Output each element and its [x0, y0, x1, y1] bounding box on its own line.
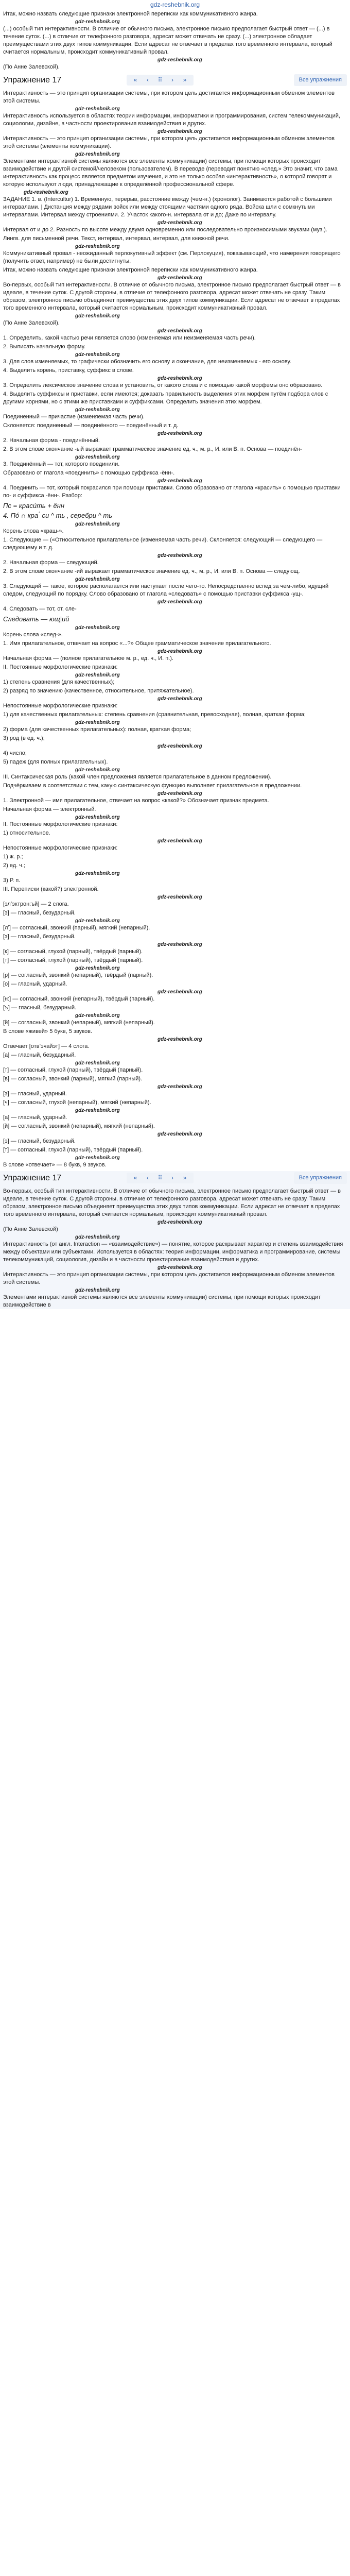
paragraph: Во-первых, особый тип интерактивности. В отличие от обычного письма, электронное письмо предполагает быстрый ответ — в идеале, в течение суток. С другой стороны, в отличие от телефонного разговора, адресат может отвечать не сразу. Таким образом, электронное письмо объединяет преимущества этих двух типов коммуникации. Если адресат не отвечает в пределах того временного интервала, который считается нормальным, происходит коммуникативный провал.	[3, 282, 341, 311]
intro-paragraph: Итак, можно назвать следующие признаки электронной переписки как коммуникативного жанра.	[3, 11, 258, 17]
watermark: gdz-reshebnik.org	[157, 220, 202, 226]
prev-icon[interactable]: ‹	[147, 1174, 149, 1181]
paragraph: 4. Поединить — тот, который покрасился при помощи приставки. Слово образовано от глагола «красить» с помощью приставки по- и суффикса -ённ-. Разбор:	[3, 485, 341, 499]
paragraph: 2) разряд по значению (качественное, относительное, притяжательное).	[3, 688, 194, 694]
phonetic-line: [э] — гласный, безударный.	[3, 910, 76, 916]
paragraph: 3) род (в ед. ч.);	[3, 735, 45, 741]
watermark: gdz-reshebnik.org	[75, 918, 120, 924]
watermark: gdz-reshebnik.org	[75, 871, 120, 876]
paragraph: Поединенный — причастие (изменяемая часть речи).	[3, 414, 145, 420]
phonetic-line: [й] — согласный, звонкий (непарный), мягкий (непарный).	[3, 1020, 155, 1026]
prev-icon[interactable]: ‹	[147, 76, 149, 83]
watermark: gdz-reshebnik.org	[75, 1234, 120, 1240]
next-icon[interactable]: ›	[171, 1174, 173, 1181]
watermark: gdz-reshebnik.org	[157, 942, 202, 947]
watermark: gdz-reshebnik.org	[157, 838, 202, 844]
exercise-title: Упражнение 17	[3, 75, 62, 84]
paragraph: 2) ед. ч.;	[3, 862, 26, 869]
watermark: gdz-reshebnik.org	[75, 577, 120, 582]
intro-block	[0, 10, 350, 71]
paragraph: Интерактивность используется в областях теории информации, информатики и программирования, систем телекоммуникаций, социологии, дизайне, в частности проектирования взаимодействия и других.	[3, 113, 340, 127]
watermark: gdz-reshebnik.org	[75, 720, 120, 725]
watermark: gdz-reshebnik.org	[75, 815, 120, 820]
paragraph: 1. Определить, какой частью речи является слово (изменяемая или неизменяемая часть речи).	[3, 335, 256, 341]
all-exercises-button[interactable]: Все упражнения	[294, 1172, 347, 1184]
phonetic-line: [а] — гласный, ударный.	[3, 1114, 67, 1121]
site-link[interactable]: gdz-reshebnik.org	[150, 1, 200, 8]
paragraph: Склоняется: поединенный — поединённого — поединённый и т. д.	[3, 422, 179, 429]
paragraph: III. Синтаксическая роль (какой член предложения является прилагательное в данном предложении).	[3, 774, 272, 780]
paragraph: 2. Начальная форма — следующий.	[3, 560, 99, 566]
watermark: gdz-reshebnik.org	[157, 696, 202, 702]
paragraph: Элементами интерактивной системы являются все элементы коммуникации) системы, при помощи которых происходит взаимодействие и другой системой/человеком (пользователем). В переводе (переводит понятию «след.» Это значит, что сама интерактивность как процесс является предметом изучения, и это не только особая «интерактивность», о которой говорят и которую используют люди, принадлежащие к определённой профессиональной сфере.	[3, 158, 338, 188]
paragraph: Интервал от и до 2. Разность по высоте между двумя одновременно или последовательно произносимыми звуками (муз.).	[3, 227, 327, 233]
paragraph: Интерактивность — это принцип организации системы, при котором цель достигается информационным обменом элементов этой системы.	[3, 90, 335, 104]
paragraph: 2. В этом слове окончание -ый выражает грамматическое значение ед. ч., м. р., И. или В. п. Основа — поединён-	[3, 446, 302, 452]
paragraph: Итак, можно назвать следующие признаки электронной переписки как коммуникативного жанра.	[3, 267, 258, 273]
watermark: gdz-reshebnik.org	[75, 672, 120, 678]
paragraph: Непостоянные морфологические признаки:	[3, 703, 118, 709]
phonetic-line: В слове «живей» 5 букв, 5 звуков.	[3, 1028, 92, 1035]
paragraph: 1. Электронной — имя прилагательное, отвечает на вопрос «какой?» Обозначает признак предмета.	[3, 798, 269, 804]
next-icon[interactable]: ›	[171, 76, 173, 83]
watermark: gdz-reshebnik.org	[157, 649, 202, 654]
paragraph: Корень слова «краш-».	[3, 528, 64, 534]
paragraph: 1) относительное.	[3, 830, 50, 836]
phonetic-line: [лʼ] — согласный, звонкий (парный), мягкий (непарный).	[3, 925, 150, 931]
watermark: gdz-reshebnik.org	[75, 19, 120, 25]
paragraph: (По Анне Залевской)	[3, 1226, 58, 1232]
paragraph: ЗАДАНИЕ 1. в. (Intercultur) 1. Временную, перерыв, расстояние между (чем-н.) (хронолог). Занимаются работой с большими интервалами. | Дистанция между рядами войск или между стоящими частями одного ряда. Войска шли с сомкнутыми интервалами. Интервал между строениями. 2. Участок какого-н. интервала от и до; Даже по интервалу.	[3, 196, 332, 218]
paragraph: 2) форма (для качественных прилагательных): полная, краткая форма;	[3, 726, 191, 733]
paragraph: Элементами интерактивной системы являются все элементы коммуникации) системы, при помощи которых происходит взаимодействие в	[3, 1294, 321, 1308]
paragraph: Корень слова «след-».	[3, 632, 63, 638]
phonetic-line: [элʼэктрон:ъй] — 2 слога.	[3, 901, 69, 907]
watermark: gdz-reshebnik.org	[157, 1131, 202, 1137]
watermark: gdz-reshebnik.org	[157, 1219, 202, 1225]
paragraph: 4. Выделить суффиксы и приставки, если имеются; доказать правильность выделения этих морфем путём подбора слов с другими корнями, но с этими же приставками и суффиксами. Определить значения этих морфем.	[3, 391, 328, 405]
paragraph: II. Постоянные морфологические признаки:	[3, 664, 118, 670]
paragraph: 3. Для слов изменяемых, то графически обозначить его основу и окончание, для неизменяемых - его основу.	[3, 359, 291, 365]
watermark: gdz-reshebnik.org	[75, 1060, 120, 1066]
first-icon[interactable]: «	[133, 76, 137, 83]
watermark: gdz-reshebnik.org	[157, 894, 202, 900]
watermark: gdz-reshebnik.org	[75, 1013, 120, 1019]
phonetic-line: [в] — согласный, звонкий (парный), мягкий (парный).	[3, 1076, 143, 1082]
exercise-header	[3, 73, 347, 87]
phonetic-line: [о] — гласный, ударный.	[3, 981, 67, 987]
exercise-nav	[127, 75, 194, 86]
phonetic-line: [к] — согласный, глухой (парный), твёрдый (парный).	[3, 948, 143, 955]
paragraph: 3. Поединённый — тот, которого поединили.	[3, 461, 120, 467]
watermark: gdz-reshebnik.org	[75, 454, 120, 460]
watermark: gdz-reshebnik.org	[157, 1084, 202, 1090]
paragraph: Образовано от глагола «поединить» с помощью суффикса -ённ-.	[3, 470, 175, 476]
paragraph: 2. В этом слове окончание -ий выражает грамматическое значение ед. ч., м. р., И. или В. п. Основа — следующ.	[3, 568, 300, 574]
all-exercises-button[interactable]: Все упражнения	[294, 74, 347, 86]
watermark: gdz-reshebnik.org	[157, 553, 202, 558]
paragraph: 5) падеж (для полных прилагательных).	[3, 759, 108, 765]
paragraph: Начальная форма — (полное прилагательное м. р., ед. ч., И. п.).	[3, 655, 173, 662]
phonetic-line: [ъ] — гласный, безударный.	[3, 1005, 77, 1011]
paragraph: Интерактивность — это принцип организации системы, при котором цель достигается информационным обменом элементов этой системы (элементы коммуникации).	[3, 135, 335, 149]
paragraph: Коммуникативный провал - неожиданный перлокутивный эффект (см. Перлокуция), показывающий, что намерения говорящего (получить ответ, например) не были достигнуты.	[3, 250, 341, 264]
paragraph: 1. Имя прилагательное, отвечает на вопрос «...?» Общее грамматическое значение прилагательного.	[3, 640, 271, 647]
exercise-header	[3, 1171, 347, 1184]
watermark: gdz-reshebnik.org	[157, 478, 202, 484]
phonetic-line: [т] — согласный, глухой (парный), твёрдый (парный).	[3, 957, 143, 963]
watermark: gdz-reshebnik.org	[75, 521, 120, 527]
phonetic-line: Отвечает [отвʼэчайэт] — 4 слога.	[3, 1043, 90, 1049]
phonetic-line: [н:] — согласный, звонкий (непарный), твёрдый (парный).	[3, 996, 155, 1002]
paragraph: 1) степень сравнения (для качественных);	[3, 679, 115, 685]
last-icon[interactable]: »	[183, 1174, 187, 1181]
watermark: gdz-reshebnik.org	[157, 129, 202, 134]
paragraph: 2. Начальная форма - поединённый.	[3, 437, 100, 444]
paragraph: Лингв. для письменной речи. Текст, интервал, интервал, интервал, для книжной речи.	[3, 235, 230, 242]
watermark: gdz-reshebnik.org	[75, 407, 120, 413]
watermark: gdz-reshebnik.org	[157, 1265, 202, 1270]
last-icon[interactable]: »	[183, 76, 187, 83]
paragraph: II. Постоянные морфологические признаки:	[3, 821, 118, 827]
paragraph: 4. Выделить корень, приставку, суффикс в слове.	[3, 367, 134, 374]
paragraph: 3. Определить лексическое значение слова и установить, от какого слова и с помощью какой морфемы оно образовано.	[3, 382, 323, 388]
paragraph: III. Переписки (какой?) электронной.	[3, 886, 99, 892]
watermark: gdz-reshebnik.org	[157, 599, 202, 605]
exercise-nav	[127, 1173, 194, 1183]
paragraph: Интерактивность — это принцип организации системы, при котором цель достигается информационным обменом элементов этой системы.	[3, 1272, 335, 1285]
paragraph: 4) число;	[3, 750, 27, 756]
watermark: gdz-reshebnik.org	[75, 151, 120, 157]
watermark: gdz-reshebnik.org	[75, 313, 120, 319]
paragraph: 1. Следующие — («Относительное прилагательное (изменяемая часть речи). Склоняется: следующий — следующего — следующему и т. д.	[3, 537, 323, 551]
phonetic-line: [т] — согласный, глухой (парный), твёрдый (парный).	[3, 1067, 143, 1073]
paragraph: Начальная форма — электронный.	[3, 806, 96, 812]
grid-icon[interactable]: ⠿	[157, 1174, 163, 1181]
phonetic-line: В слове «отвечает» — 8 букв, 9 звуков.	[3, 1162, 107, 1168]
watermark: gdz-reshebnik.org	[157, 791, 202, 796]
paragraph: Непостоянные морфологические признаки:	[3, 845, 118, 851]
paragraph: 3) Р. п.	[3, 877, 21, 884]
watermark: gdz-reshebnik.org	[75, 965, 120, 971]
phonetic-line: [э] — гласный, безударный.	[3, 1138, 76, 1144]
phonetic-line: [р] — согласный, звонкий (непарный), твёрдый (парный).	[3, 972, 153, 978]
paragraph: Во-первых, особый тип интерактивности. В отличие от обычного письма, электронное письмо предполагает быстрый ответ — в идеале, в течение суток. С другой стороны, в отличие от телефонного разговора, адресат может отвечать не сразу. Таким образом, электронное письмо объединяет преимущества этих двух типов коммуникации. Если адресат не отвечает в пределах того временного интервала, который считается нормальным, происходит коммуникативный провал.	[3, 1188, 341, 1217]
paragraph: Подчёркиваем в соответствии с тем, какую синтаксическую функцию выполняет прилагательное в предложении.	[3, 783, 302, 789]
paragraph: 2. Выписать начальную форму.	[3, 344, 86, 350]
grid-icon[interactable]: ⠿	[157, 76, 163, 83]
watermark: gdz-reshebnik.org	[157, 376, 202, 381]
paragraph: Интерактивность (от англ. Interaction — «взаимодействие») — понятие, которое раскрывает характер и степень взаимодействия между объектами или субъектами. Используется в областях: теория информации, информатика и программирование, системы телекоммуникаций, социология, дизайн и в частности проектирование взаимодействия и других.	[3, 1241, 343, 1263]
watermark: gdz-reshebnik.org	[157, 1037, 202, 1042]
watermark: gdz-reshebnik.org	[75, 1155, 120, 1161]
watermark: gdz-reshebnik.org	[157, 743, 202, 749]
morpheme-formula: Следовать — ющ|ий	[3, 615, 69, 623]
paragraph: 1) для качественных прилагательных: степень сравнения (сравнительная, превосходная), полная, краткая форма;	[3, 711, 306, 718]
watermark: gdz-reshebnik.org	[75, 767, 120, 773]
exercise-title: Упражнение 17	[3, 1173, 62, 1182]
phonetic-line: [э] — гласный, ударный.	[3, 1091, 67, 1097]
paragraph: (По Анне Залевской).	[3, 320, 60, 326]
watermark: gdz-reshebnik.org	[157, 275, 202, 281]
first-icon[interactable]: «	[133, 1174, 137, 1181]
paragraph: 4. Следовать — тот, от, сле-	[3, 606, 77, 612]
watermark: gdz-reshebnik.org	[157, 57, 202, 63]
exercise-2-block	[0, 1171, 350, 1309]
phonetic-line: [а] — гласный, безударный.	[3, 1052, 76, 1058]
watermark: gdz-reshebnik.org	[75, 1108, 120, 1113]
watermark: gdz-reshebnik.org	[75, 625, 120, 631]
intro-source: (По Анне Залевской).	[3, 64, 60, 70]
watermark: gdz-reshebnik.org	[75, 1287, 120, 1293]
morpheme-formula: Пс = краси́ть + ённ	[3, 502, 65, 510]
watermark: gdz-reshebnik.org	[75, 106, 120, 112]
phonetic-line: [ч] — согласный, глухой (непарный), мягкий (непарный).	[3, 1099, 151, 1106]
morpheme-formula: 4. По́ ∩ кра ́ си ^ ть , серебри ^ ть	[3, 512, 112, 519]
watermark: gdz-reshebnik.org	[157, 328, 202, 334]
paragraph: 1) ж. р.;	[3, 854, 23, 860]
watermark: gdz-reshebnik.org	[157, 431, 202, 436]
paragraph: 3. Следующий — такое, которое располагается или наступает после чего-то. Непосредственно вслед за чем-либо, идущий следом, следующий по порядку. Слово образовано от глагола «следовать» с помощью приставки суффикса -ущ-.	[3, 583, 329, 597]
intro-paragraph: (...) особый тип интерактивности. В отличие от обычного письма, электронное письмо предполагает быстрый ответ — (...) в течение суток. (...) в отличие от телефонного разговора, адресат может отвечать не сразу. (...) электронное обладает преимуществами этих двух типов коммуникации. Если адресат не отвечает в пределах того временного интервала, который считается нормальным, происходит коммуникативный провал.	[3, 26, 332, 55]
watermark: gdz-reshebnik.org	[24, 190, 68, 195]
watermark: gdz-reshebnik.org	[75, 352, 120, 358]
watermark: gdz-reshebnik.org	[157, 989, 202, 995]
phonetic-line: [й] — согласный, звонкий (непарный), мягкий (непарный).	[3, 1123, 155, 1129]
watermark: gdz-reshebnik.org	[75, 244, 120, 249]
phonetic-line: [т] — согласный, глухой (парный), твёрдый (парный).	[3, 1147, 143, 1153]
phonetic-line: [э] — гласный, безударный.	[3, 934, 76, 940]
